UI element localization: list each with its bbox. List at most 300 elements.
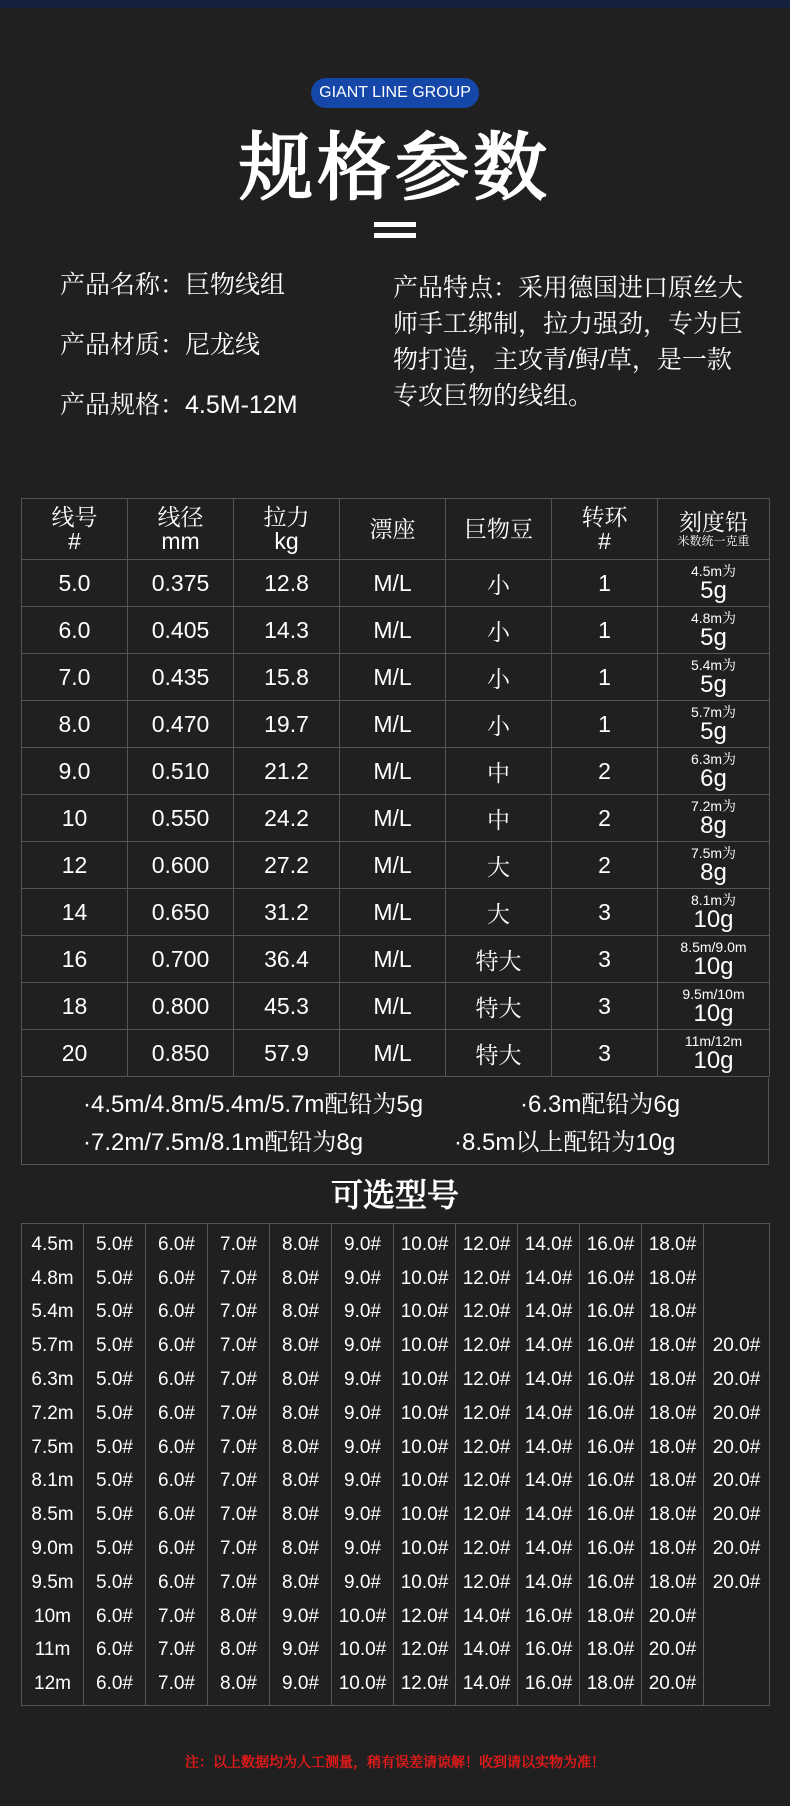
model-line-cell: 6.0# [146,1532,208,1566]
tension-cell: 19.7 [234,701,340,748]
model-line-cell: 7.0# [208,1498,270,1532]
lead-length: 5.4m为 [690,656,737,673]
spec-row [22,1030,770,1077]
model-length-cell: 8.5m [22,1498,84,1532]
model-line-cell: 16.0# [580,1566,642,1600]
swivel-cell: 3 [552,1030,658,1077]
line-no-cell: 10 [22,795,128,842]
spec-table [21,498,770,1077]
model-line-cell: 18.0# [642,1532,704,1566]
model-length-cell: 6.3m [22,1363,84,1397]
model-line-cell: 6.0# [146,1262,208,1296]
model-row [22,1532,770,1566]
swivel-cell: 2 [552,842,658,889]
line-no-cell: 20 [22,1030,128,1077]
model-line-cell: 18.0# [642,1296,704,1330]
model-line-cell: 16.0# [580,1224,642,1262]
model-line-cell: 10.0# [394,1498,456,1532]
model-line-cell: 6.0# [146,1465,208,1499]
lead-weight: 10g [693,999,734,1027]
lead-note: ·6.3m配铅为6g [520,1091,681,1118]
tension-cell: 21.2 [234,748,340,795]
model-line-cell: 9.0# [270,1600,332,1634]
model-line-cell: 14.0# [518,1431,580,1465]
model-line-cell: 20.0# [642,1634,704,1668]
model-line-cell: 8.0# [270,1224,332,1262]
model-line-cell: 16.0# [580,1465,642,1499]
diameter-cell: 0.850 [128,1030,234,1077]
float-seat-cell: M/L [340,795,446,842]
model-length-cell: 7.2m [22,1397,84,1431]
tension-cell: 31.2 [234,889,340,936]
lead-length: 11m/12m [684,1032,743,1049]
model-line-cell: 7.0# [208,1224,270,1262]
model-line-cell: 5.0# [84,1329,146,1363]
model-row [22,1329,770,1363]
header-line-no [22,499,128,560]
header-diameter-label: 线径 [157,504,204,530]
model-line-cell: 8.0# [270,1296,332,1330]
tension-cell: 36.4 [234,936,340,983]
model-length-cell: 9.5m [22,1566,84,1600]
model-line-cell: 7.0# [208,1329,270,1363]
model-line-cell: 18.0# [580,1667,642,1705]
model-length-cell: 5.7m [22,1329,84,1363]
model-line-cell: 14.0# [518,1363,580,1397]
lead-cell [658,842,770,889]
top-decor-bar [0,0,790,8]
model-length-cell: 12m [22,1667,84,1705]
swivel-cell: 2 [552,795,658,842]
model-line-cell: 8.0# [270,1566,332,1600]
model-line-cell: 8.0# [270,1262,332,1296]
diameter-cell: 0.600 [128,842,234,889]
tension-cell: 57.9 [234,1030,340,1077]
model-row [22,1600,770,1634]
title-underline-top [374,222,416,227]
float-seat-cell: M/L [340,889,446,936]
model-length-cell: 9.0m [22,1532,84,1566]
header-lead [658,499,770,560]
model-line-cell: 6.0# [146,1498,208,1532]
spec-row [22,560,770,607]
tension-cell: 12.8 [234,560,340,607]
header-swivel-unit: # [598,528,611,554]
model-line-cell: 9.0# [332,1224,394,1262]
model-row [22,1667,770,1705]
header-tension [234,499,340,560]
model-row [22,1296,770,1330]
model-line-cell: 12.0# [456,1431,518,1465]
model-line-cell: 10.0# [394,1262,456,1296]
header-float-seat-label: 漂座 [369,516,416,542]
tension-cell: 15.8 [234,654,340,701]
model-line-cell: 18.0# [642,1262,704,1296]
model-line-cell: 18.0# [642,1224,704,1262]
model-line-cell: 6.0# [84,1600,146,1634]
model-line-cell: 10.0# [332,1634,394,1668]
model-line-cell: 6.0# [146,1329,208,1363]
model-line-cell: 12.0# [456,1296,518,1330]
model-line-cell: 14.0# [518,1296,580,1330]
model-line-cell: 16.0# [580,1431,642,1465]
lead-weight: 10g [693,1046,734,1074]
model-line-cell: 16.0# [580,1363,642,1397]
tension-cell: 24.2 [234,795,340,842]
title-underline-bottom [374,233,416,238]
model-line-cell: 7.0# [146,1667,208,1705]
lead-note: ·7.2m/7.5m/8.1m配铅为8g [83,1129,364,1156]
header-line-no-unit: # [68,528,81,554]
lead-cell [658,654,770,701]
page-title: 规格参数 [239,125,551,211]
bean-cell: 特大 [446,936,552,983]
model-line-cell: 9.0# [332,1262,394,1296]
model-line-cell: 8.0# [270,1498,332,1532]
model-length-cell: 7.5m [22,1431,84,1465]
lead-cell [658,560,770,607]
diameter-cell: 0.800 [128,983,234,1030]
model-line-cell: 7.0# [208,1363,270,1397]
model-line-cell: 18.0# [580,1634,642,1668]
model-line-cell [704,1224,770,1262]
header-bean [446,499,552,560]
line-no-cell: 6.0 [22,607,128,654]
float-seat-cell: M/L [340,842,446,889]
model-line-cell: 5.0# [84,1431,146,1465]
tension-cell: 14.3 [234,607,340,654]
model-line-cell: 16.0# [518,1600,580,1634]
diameter-cell: 0.470 [128,701,234,748]
model-line-cell [704,1600,770,1634]
lead-length: 6.3m为 [690,750,737,767]
model-line-cell: 16.0# [580,1498,642,1532]
model-line-cell: 18.0# [580,1600,642,1634]
diameter-cell: 0.405 [128,607,234,654]
line-no-cell: 9.0 [22,748,128,795]
model-line-cell: 10.0# [394,1431,456,1465]
model-line-cell: 5.0# [84,1465,146,1499]
bean-cell: 中 [446,795,552,842]
model-line-cell: 10.0# [394,1397,456,1431]
model-line-cell: 14.0# [518,1224,580,1262]
model-line-cell: 18.0# [642,1363,704,1397]
model-line-cell: 20.0# [704,1431,770,1465]
bean-cell: 特大 [446,1030,552,1077]
swivel-cell: 1 [552,560,658,607]
model-line-cell: 14.0# [518,1566,580,1600]
product-info-left [60,268,298,448]
swivel-cell: 3 [552,889,658,936]
model-line-cell: 9.0# [332,1296,394,1330]
model-line-cell: 5.0# [84,1296,146,1330]
model-line-cell: 14.0# [456,1634,518,1668]
model-line-cell: 20.0# [704,1532,770,1566]
header-line-no-label: 线号 [51,504,98,530]
bean-cell: 小 [446,654,552,701]
spec-row [22,607,770,654]
swivel-cell: 2 [552,748,658,795]
bean-cell: 小 [446,607,552,654]
models-table [21,1223,770,1706]
model-line-cell: 9.0# [270,1667,332,1705]
swivel-cell: 3 [552,936,658,983]
model-line-cell: 5.0# [84,1262,146,1296]
model-line-cell [704,1262,770,1296]
header-lead-label: 刻度铅 [679,509,748,535]
lead-length: 7.2m为 [690,797,737,814]
model-line-cell: 9.0# [332,1397,394,1431]
lead-cell [658,1030,770,1077]
diameter-cell: 0.650 [128,889,234,936]
header-swivel [552,499,658,560]
model-line-cell [704,1296,770,1330]
lead-note: ·8.5m以上配铅为10g [454,1129,676,1156]
header-diameter [128,499,234,560]
model-line-cell: 20.0# [642,1667,704,1705]
model-line-cell: 14.0# [456,1667,518,1705]
model-line-cell: 20.0# [704,1363,770,1397]
lead-weight: 5g [700,576,727,604]
model-line-cell: 14.0# [518,1262,580,1296]
spec-row [22,795,770,842]
product-material: 产品材质：尼龙线 [60,331,261,359]
model-line-cell: 12.0# [394,1600,456,1634]
bean-cell: 大 [446,889,552,936]
model-row [22,1224,770,1262]
model-line-cell: 18.0# [642,1431,704,1465]
model-line-cell: 12.0# [456,1262,518,1296]
float-seat-cell: M/L [340,936,446,983]
model-line-cell: 10.0# [394,1363,456,1397]
model-line-cell: 12.0# [456,1397,518,1431]
model-line-cell: 5.0# [84,1498,146,1532]
model-line-cell: 10.0# [332,1667,394,1705]
model-line-cell: 6.0# [84,1667,146,1705]
float-seat-cell: M/L [340,607,446,654]
model-row [22,1498,770,1532]
model-line-cell: 12.0# [456,1532,518,1566]
lead-cell [658,748,770,795]
spec-row [22,701,770,748]
model-line-cell: 8.0# [208,1667,270,1705]
lead-weight: 5g [700,623,727,651]
model-line-cell: 18.0# [642,1465,704,1499]
tension-cell: 27.2 [234,842,340,889]
product-features: 产品特点：采用德国进口原丝大师手工绑制，拉力强劲，专为巨物打造，主攻青/鲟/草，是一款专攻巨物的线组。 [393,274,744,410]
diameter-cell: 0.510 [128,748,234,795]
model-line-cell: 6.0# [146,1296,208,1330]
lead-weight: 10g [693,952,734,980]
diameter-cell: 0.550 [128,795,234,842]
model-line-cell: 12.0# [456,1224,518,1262]
spec-row [22,983,770,1030]
model-line-cell: 20.0# [704,1397,770,1431]
model-line-cell: 10.0# [394,1224,456,1262]
line-no-cell: 8.0 [22,701,128,748]
line-no-cell: 16 [22,936,128,983]
model-line-cell [704,1634,770,1668]
line-no-cell: 12 [22,842,128,889]
lead-weight: 8g [700,858,727,886]
model-line-cell: 12.0# [456,1329,518,1363]
spec-row [22,654,770,701]
product-spec: 产品规格：4.5M-12M [60,391,298,419]
brand-badge: GIANT LINE GROUP [311,78,479,108]
lead-weight: 10g [693,905,734,933]
line-no-cell: 7.0 [22,654,128,701]
diameter-cell: 0.375 [128,560,234,607]
swivel-cell: 3 [552,983,658,1030]
model-line-cell: 14.0# [518,1498,580,1532]
swivel-cell: 1 [552,701,658,748]
footer-note: 注：以上数据均为人工测量，稍有误差请谅解！收到请以实物为准！ [185,1754,605,1770]
float-seat-cell: M/L [340,983,446,1030]
model-line-cell: 8.0# [270,1465,332,1499]
model-line-cell: 8.0# [270,1431,332,1465]
lead-cell [658,607,770,654]
model-line-cell: 8.0# [208,1634,270,1668]
float-seat-cell: M/L [340,1030,446,1077]
header-tension-unit: kg [274,528,299,554]
swivel-cell: 1 [552,654,658,701]
model-line-cell: 18.0# [642,1329,704,1363]
lead-length: 8.1m为 [690,891,737,908]
diameter-cell: 0.700 [128,936,234,983]
model-line-cell: 8.0# [270,1532,332,1566]
bean-cell: 中 [446,748,552,795]
model-line-cell: 16.0# [580,1262,642,1296]
model-length-cell: 4.8m [22,1262,84,1296]
lead-cell [658,795,770,842]
model-line-cell: 20.0# [704,1329,770,1363]
lead-cell [658,983,770,1030]
model-line-cell: 14.0# [518,1397,580,1431]
model-line-cell: 8.0# [208,1600,270,1634]
model-line-cell: 7.0# [208,1532,270,1566]
model-line-cell: 10.0# [332,1600,394,1634]
model-line-cell: 8.0# [270,1397,332,1431]
model-line-cell: 10.0# [394,1465,456,1499]
model-line-cell: 12.0# [456,1498,518,1532]
model-line-cell: 7.0# [208,1397,270,1431]
model-line-cell: 20.0# [704,1566,770,1600]
model-line-cell: 20.0# [704,1465,770,1499]
models-table-body [22,1224,770,1706]
model-row [22,1363,770,1397]
model-line-cell: 9.0# [332,1363,394,1397]
model-line-cell: 9.0# [332,1329,394,1363]
model-line-cell: 7.0# [208,1465,270,1499]
model-line-cell: 5.0# [84,1532,146,1566]
lead-length: 7.5m为 [690,844,737,861]
model-line-cell: 6.0# [146,1566,208,1600]
model-line-cell: 7.0# [208,1262,270,1296]
bean-cell: 小 [446,560,552,607]
line-no-cell: 14 [22,889,128,936]
lead-length: 4.5m为 [690,562,737,579]
model-line-cell: 20.0# [704,1498,770,1532]
spec-row [22,842,770,889]
model-line-cell: 14.0# [518,1329,580,1363]
model-row [22,1431,770,1465]
model-line-cell: 10.0# [394,1329,456,1363]
model-line-cell: 16.0# [518,1634,580,1668]
model-line-cell: 14.0# [518,1465,580,1499]
model-line-cell: 16.0# [580,1532,642,1566]
model-line-cell: 7.0# [146,1634,208,1668]
lead-length: 9.5m/10m [682,985,745,1002]
model-row [22,1465,770,1499]
lead-weight: 6g [700,764,727,792]
model-line-cell: 10.0# [394,1296,456,1330]
model-line-cell: 16.0# [580,1397,642,1431]
lead-length: 8.5m/9.0m [680,938,747,955]
model-line-cell: 5.0# [84,1363,146,1397]
header-bean-label: 巨物豆 [464,516,533,542]
model-line-cell: 6.0# [146,1363,208,1397]
model-line-cell: 6.0# [146,1431,208,1465]
lead-cell [658,889,770,936]
model-line-cell: 7.0# [146,1600,208,1634]
lead-cell [658,936,770,983]
models-title: 可选型号 [330,1177,459,1213]
diameter-cell: 0.435 [128,654,234,701]
model-line-cell: 7.0# [208,1431,270,1465]
bean-cell: 特大 [446,983,552,1030]
model-line-cell: 12.0# [456,1465,518,1499]
model-line-cell: 14.0# [456,1600,518,1634]
model-line-cell: 9.0# [332,1566,394,1600]
model-length-cell: 5.4m [22,1296,84,1330]
model-line-cell: 12.0# [394,1634,456,1668]
model-line-cell: 12.0# [456,1566,518,1600]
float-seat-cell: M/L [340,701,446,748]
model-row [22,1634,770,1668]
float-seat-cell: M/L [340,654,446,701]
swivel-cell: 1 [552,607,658,654]
model-line-cell: 10.0# [394,1532,456,1566]
model-line-cell: 5.0# [84,1224,146,1262]
lead-notes-box [21,1078,769,1165]
model-line-cell: 9.0# [270,1634,332,1668]
bean-cell: 小 [446,701,552,748]
lead-weight: 5g [700,717,727,745]
model-line-cell [704,1667,770,1705]
line-no-cell: 5.0 [22,560,128,607]
model-line-cell: 9.0# [332,1498,394,1532]
model-line-cell: 5.0# [84,1397,146,1431]
model-line-cell: 8.0# [270,1363,332,1397]
model-line-cell: 18.0# [642,1397,704,1431]
model-line-cell: 9.0# [332,1431,394,1465]
model-line-cell: 16.0# [518,1667,580,1705]
float-seat-cell: M/L [340,748,446,795]
model-length-cell: 11m [22,1634,84,1668]
lead-length: 5.7m为 [690,703,737,720]
model-line-cell: 16.0# [580,1296,642,1330]
spec-table-header [22,499,770,560]
line-no-cell: 18 [22,983,128,1030]
product-name: 产品名称：巨物线组 [60,271,286,299]
tension-cell: 45.3 [234,983,340,1030]
float-seat-cell: M/L [340,560,446,607]
header-tension-label: 拉力 [263,504,310,530]
lead-length: 4.8m为 [690,609,737,626]
model-line-cell: 12.0# [394,1667,456,1705]
spec-row [22,748,770,795]
header-float-seat [340,499,446,560]
